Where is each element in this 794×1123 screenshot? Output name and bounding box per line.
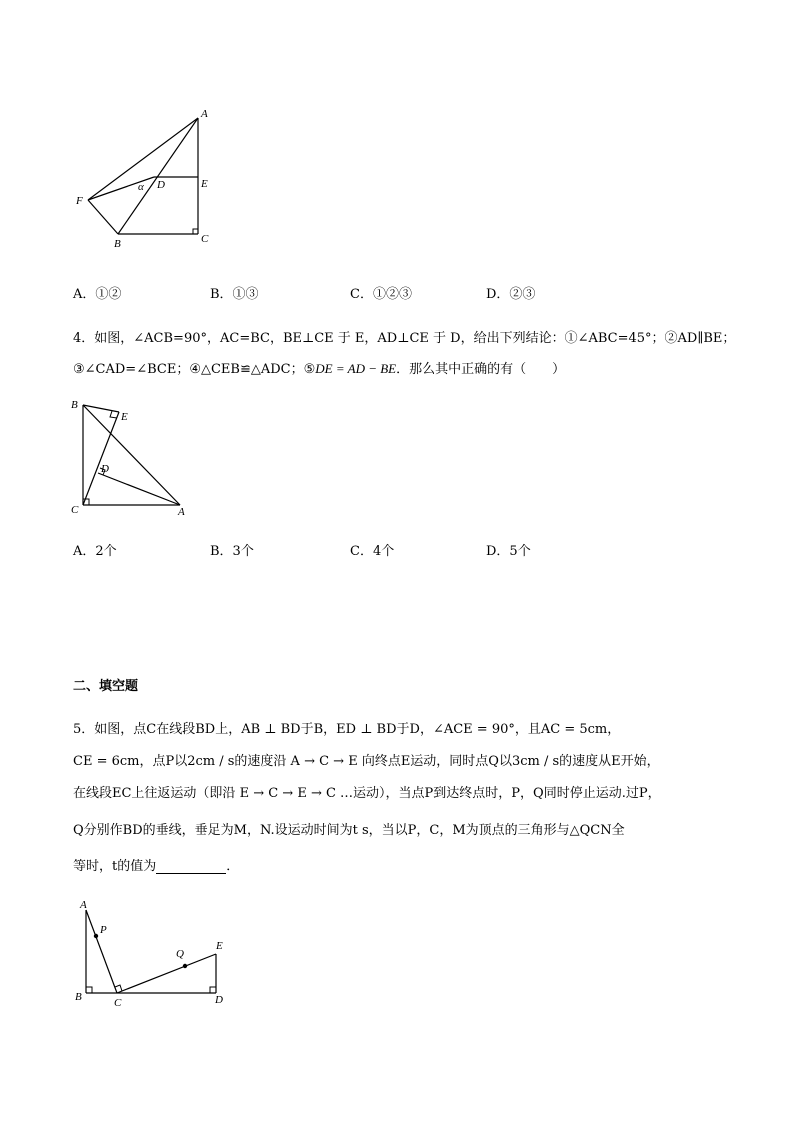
seg-AC bbox=[86, 910, 117, 993]
q5-line-4: Q分别作BD的垂线，垂足为M，N.设运动时间为t s，当以P，C，M为顶点的三角形与△QCN全 bbox=[73, 823, 625, 838]
q4-line-2-tail: ．那么其中正确的有（ ） bbox=[396, 362, 566, 377]
right-angle-E bbox=[110, 411, 117, 418]
q4-line-1: 4．如图，∠ACB=90°，AC=BC，BE⊥CE 于 E，AD⊥CE 于 D，给出下列结论：①∠ABC=45°；②AD∥BE； bbox=[73, 331, 736, 346]
point-Q bbox=[183, 964, 187, 968]
q4-math-expression: DE = AD − BE bbox=[315, 361, 397, 376]
label-E: E bbox=[201, 178, 208, 190]
q3-option-c[interactable]: C．①②③ bbox=[350, 287, 412, 302]
label-A: A bbox=[201, 108, 208, 120]
q4-option-c[interactable]: C．4个 bbox=[350, 544, 395, 559]
label-C: C bbox=[201, 233, 209, 245]
label-E: E bbox=[216, 940, 223, 952]
seg-FB bbox=[88, 200, 118, 234]
q3-option-a[interactable]: A．①② bbox=[73, 287, 122, 302]
q4-option-a[interactable]: A．2个 bbox=[73, 544, 117, 559]
figure-q5 bbox=[70, 893, 240, 1013]
q5-line-5 bbox=[73, 855, 239, 874]
label-B: B bbox=[114, 238, 121, 250]
q3-option-b[interactable]: B．①③ bbox=[210, 287, 259, 302]
label-A: A bbox=[80, 899, 87, 911]
figure-q3 bbox=[70, 100, 230, 255]
seg-BA bbox=[83, 405, 180, 505]
seg-CE bbox=[117, 954, 216, 993]
point-P bbox=[94, 934, 98, 938]
q5-line-5-tail: ． bbox=[226, 859, 240, 874]
label-E: E bbox=[121, 411, 128, 423]
seg-AD bbox=[98, 473, 180, 505]
label-P: P bbox=[100, 924, 107, 936]
seg-AB bbox=[118, 118, 198, 234]
right-angle-D bbox=[210, 987, 216, 993]
right-angle-C bbox=[193, 229, 198, 234]
label-B: B bbox=[71, 399, 78, 411]
label-D: D bbox=[215, 994, 223, 1006]
q4-line-2 bbox=[73, 358, 565, 377]
label-D: D bbox=[101, 463, 109, 475]
label-Q: Q bbox=[176, 948, 184, 960]
label-C: C bbox=[71, 504, 79, 516]
q4-options bbox=[73, 540, 723, 558]
q4-line-2-text: ③∠CAD=∠BCE；④△CEB≌△ADC；⑤ bbox=[73, 362, 316, 377]
section-title-fill-in: 二、填空题 bbox=[73, 679, 139, 694]
label-A: A bbox=[178, 506, 185, 518]
label-C: C bbox=[114, 997, 122, 1009]
q5-line-3: 在线段EC上往返运动（即沿 E → C → E → C …运动），当点P到达终点时，P，Q同时停止运动.过P， bbox=[73, 786, 661, 801]
q4-option-b[interactable]: B．3个 bbox=[210, 544, 254, 559]
answer-blank[interactable] bbox=[156, 861, 226, 874]
q3-options bbox=[73, 283, 723, 301]
label-D: D bbox=[157, 179, 165, 191]
q5-line-1: 5．如图，点C在线段BD上，AB ⊥ BD于B，ED ⊥ BD于D，∠ACE = 90°，且AC = 5cm， bbox=[73, 722, 621, 737]
label-F: F bbox=[76, 195, 83, 207]
q5-line-2: CE = 6cm，点P以2cm / s的速度沿 A → C → E 向终点E运动，同时点Q以3cm / s的速度从E开始， bbox=[73, 754, 660, 769]
q5-line-5-text: 等时，t的值为 bbox=[73, 859, 157, 874]
label-B: B bbox=[75, 991, 82, 1003]
q4-option-d[interactable]: D．5个 bbox=[486, 544, 531, 559]
right-angle-B bbox=[86, 987, 92, 993]
figure-q4 bbox=[68, 393, 198, 518]
q3-option-d[interactable]: D．②③ bbox=[486, 287, 536, 302]
label-alpha: α bbox=[138, 181, 144, 193]
seg-CE bbox=[83, 412, 119, 505]
